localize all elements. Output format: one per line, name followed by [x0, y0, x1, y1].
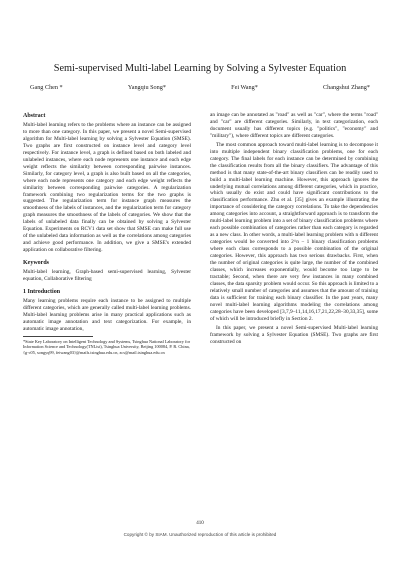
author-name: Changshui Zhang*	[323, 84, 370, 91]
page-number: 410	[196, 521, 204, 526]
paper-title: Semi-supervised Multi-label Learning by Solving a Sylvester Equation	[53, 63, 347, 74]
author-name: Fei Wang*	[231, 84, 258, 91]
footnote-rule	[23, 336, 93, 337]
body-paragraph: In this paper, we present a novel Semi-supervised Multi-label learning framework by solving a Sylvester Equation (SMSE). Two graphs are first constructed on	[210, 324, 378, 345]
keywords-text: Multi-label learning, Graph-based semi-supervised learning, Sylvester equation, Collaborative filtering	[23, 269, 191, 283]
introduction-text: Many learning problems require each instance to be assigned to multiple different categories, which are generally called multi-label learning problems. Multi-label learning problems arise in many practical applications such as automatic image annotation and text categorization. For example, in automatic image annotation,	[23, 298, 191, 332]
author-name: Yangqiu Song*	[127, 84, 166, 91]
right-column	[210, 112, 378, 347]
copyright-notice: Copyright © by SIAM. Unauthorized reproduction of this article is prohibited	[123, 532, 277, 537]
keywords-heading: Keywords	[23, 260, 49, 267]
affiliation-footnote: *State Key Laboratory on Intelligent Technology and Systems, Tsinghua National Laboratory for Information Science and Technology(TNList), Tsinghua University, Beijing 100084, P. R. China, {g-c05, songyq99, feiwang03}@mails.tsinghua.edu.cn, zcs@mail.tsinghua.edu.cn	[23, 338, 191, 355]
abstract-text: Multi-label learning refers to the problems where an instance can be assigned to more than one category. In this paper, we present a novel Semi-supervised algorithm for Multi-label learning by solving a Sylvester Equation (SMSE). Two graphs are first constructed on instance level and category level respectively. For instance level, a graph is defined based on both labeled and unlabeled instances, where each node represents one instance and each edge weight reflects the similarity between corresponding pairwise instances. Similarly, for category level, a graph is also built based on all the categories, where each node represents one category and each edge weight reflects the similarity between corresponding pairwise categories. A regularization framework combining two regularization terms for the two graphs is suggested. The regularization term for instance graph measures the smoothness of the labels of instances, and the regularization term for category graph measures the smoothness of the labels of categories. We show that the labels of unlabeled data finally can be obtained by solving a Sylvester Equation. Experiments on RCV1 data set show that SMSE can make full use of the unlabeled data information as well as the correlations among categories and achieve good performance. In addition, we give a SMSE's extended application on collaborative filtering.	[23, 122, 191, 254]
body-paragraph: an image can be annotated as "road" as well as "car", where the terms "road" and "car" are different categories. Similarly, in text categorization, each document usually has different topics (e.g. "politics", "economy" and "military"), where different topics are different categories.	[210, 112, 378, 139]
abstract-heading: Abstract	[23, 113, 46, 119]
body-paragraph: The most common approach toward multi-label learning is to decompose it into multiple independent binary classification problems, one for each category. The final labels for each instance can be determined by combining the classification results from all the binary classifiers. The advantage of this method is that many state-of-the-art binary classifiers can be readily used to build a multi-label learning machine. However, this approach ignores the underlying mutual correlations among different categories, which in practice, which usually do exist and could have significant contributions to the classification performance. Zhu et al. [35] gives an example illustrating the importance of considering the category correlations. To take the dependencies among categories into account, a straightforward approach is to transform the multi-label learning problem into a set of binary classification problems where each possible combination of categories rather than each category is regarded as a new class. In other words, a multi-label learning problem with n different categories would be converted into 2^n − 1 binary classification problems where each class corresponds to a possible combination of the original categories. However, this approach has two serious drawbacks. First, when the number of original categories is quite large, the number of the combined classes, which increases exponentially, would become too large to be tractable; Second, when there are very few instances in many combined classes, the data sparsity problem would occur. So this approach is limited to a relatively small number of categories and assumes that the amount of training data is sufficient for training each binary classifier. In the past years, many novel multi-label learning algorithms modeling the correlations among categories have been developed [3,7,9–11,14,16,17,21,22,28–30,33,35], some of which will be introduced briefly in Section 2.	[210, 141, 378, 322]
author-name: Gang Chen *	[30, 84, 63, 91]
author-list	[30, 84, 370, 92]
introduction-heading: 1 Introduction	[23, 289, 61, 296]
left-column	[23, 112, 191, 357]
